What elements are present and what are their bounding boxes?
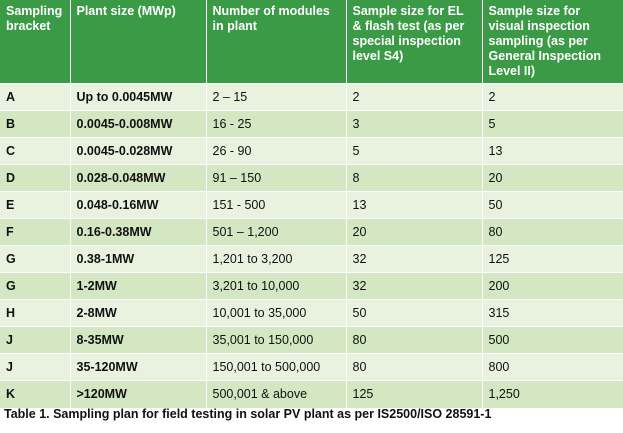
plant-size-cell: 0.0045-0.008MW — [70, 111, 206, 138]
visual-sample-cell: 500 — [482, 327, 623, 354]
bracket-cell: J — [0, 354, 70, 381]
plant-size-cell: 0.16-0.38MW — [70, 219, 206, 246]
bracket-cell: E — [0, 192, 70, 219]
modules-cell: 10,001 to 35,000 — [206, 300, 346, 327]
plant-size-cell: 8-35MW — [70, 327, 206, 354]
table-row — [0, 219, 623, 246]
header-plant-size: Plant size (MWp) — [70, 0, 206, 84]
table-row — [0, 354, 623, 381]
table-row — [0, 138, 623, 165]
header-row — [0, 0, 623, 84]
el-flash-sample-cell: 2 — [346, 84, 482, 111]
bracket-cell: B — [0, 111, 70, 138]
modules-cell: 1,201 to 3,200 — [206, 246, 346, 273]
plant-size-cell: 0.048-0.16MW — [70, 192, 206, 219]
visual-sample-cell: 1,250 — [482, 381, 623, 408]
modules-cell: 91 – 150 — [206, 165, 346, 192]
visual-sample-cell: 315 — [482, 300, 623, 327]
el-flash-sample-cell: 125 — [346, 381, 482, 408]
bracket-cell: A — [0, 84, 70, 111]
table-body — [0, 84, 623, 408]
bracket-cell: J — [0, 327, 70, 354]
el-flash-sample-cell: 80 — [346, 354, 482, 381]
modules-cell: 151 - 500 — [206, 192, 346, 219]
plant-size-cell: 0.028-0.048MW — [70, 165, 206, 192]
bracket-cell: G — [0, 246, 70, 273]
table-header — [0, 0, 623, 84]
el-flash-sample-cell: 13 — [346, 192, 482, 219]
plant-size-cell: 0.38-1MW — [70, 246, 206, 273]
modules-cell: 26 - 90 — [206, 138, 346, 165]
plant-size-cell: 35-120MW — [70, 354, 206, 381]
table-row — [0, 84, 623, 111]
el-flash-sample-cell: 32 — [346, 246, 482, 273]
modules-cell: 500,001 & above — [206, 381, 346, 408]
plant-size-cell: 2-8MW — [70, 300, 206, 327]
table-row — [0, 111, 623, 138]
bracket-cell: G — [0, 273, 70, 300]
header-sampling-bracket: Sampling bracket — [0, 0, 70, 84]
visual-sample-cell: 13 — [482, 138, 623, 165]
table-row — [0, 192, 623, 219]
plant-size-cell: 1-2MW — [70, 273, 206, 300]
bracket-cell: K — [0, 381, 70, 408]
header-number-of-modules: Number of modules in plant — [206, 0, 346, 84]
header-el-flash-sample-size: Sample size for EL & flash test (as per special inspection level S4) — [346, 0, 482, 84]
el-flash-sample-cell: 8 — [346, 165, 482, 192]
table-row — [0, 273, 623, 300]
el-flash-sample-cell: 20 — [346, 219, 482, 246]
modules-cell: 16 - 25 — [206, 111, 346, 138]
el-flash-sample-cell: 80 — [346, 327, 482, 354]
modules-cell: 3,201 to 10,000 — [206, 273, 346, 300]
modules-cell: 2 – 15 — [206, 84, 346, 111]
visual-sample-cell: 80 — [482, 219, 623, 246]
modules-cell: 501 – 1,200 — [206, 219, 346, 246]
el-flash-sample-cell: 50 — [346, 300, 482, 327]
el-flash-sample-cell: 32 — [346, 273, 482, 300]
visual-sample-cell: 2 — [482, 84, 623, 111]
table-row — [0, 165, 623, 192]
visual-sample-cell: 5 — [482, 111, 623, 138]
plant-size-cell: 0.0045-0.028MW — [70, 138, 206, 165]
visual-sample-cell: 125 — [482, 246, 623, 273]
visual-sample-cell: 200 — [482, 273, 623, 300]
table-row — [0, 300, 623, 327]
bracket-cell: C — [0, 138, 70, 165]
visual-sample-cell: 20 — [482, 165, 623, 192]
table-row — [0, 381, 623, 408]
bracket-cell: F — [0, 219, 70, 246]
visual-sample-cell: 800 — [482, 354, 623, 381]
modules-cell: 150,001 to 500,000 — [206, 354, 346, 381]
table-row — [0, 327, 623, 354]
bracket-cell: H — [0, 300, 70, 327]
header-visual-sample-size: Sample size for visual inspection sampling (as per General Inspection Level II) — [482, 0, 623, 84]
plant-size-cell: Up to 0.0045MW — [70, 84, 206, 111]
el-flash-sample-cell: 3 — [346, 111, 482, 138]
table-row — [0, 246, 623, 273]
table-caption: Table 1. Sampling plan for field testing in solar PV plant as per IS2500/ISO 28591-1 — [4, 407, 492, 421]
visual-sample-cell: 50 — [482, 192, 623, 219]
modules-cell: 35,001 to 150,000 — [206, 327, 346, 354]
bracket-cell: D — [0, 165, 70, 192]
plant-size-cell: >120MW — [70, 381, 206, 408]
el-flash-sample-cell: 5 — [346, 138, 482, 165]
